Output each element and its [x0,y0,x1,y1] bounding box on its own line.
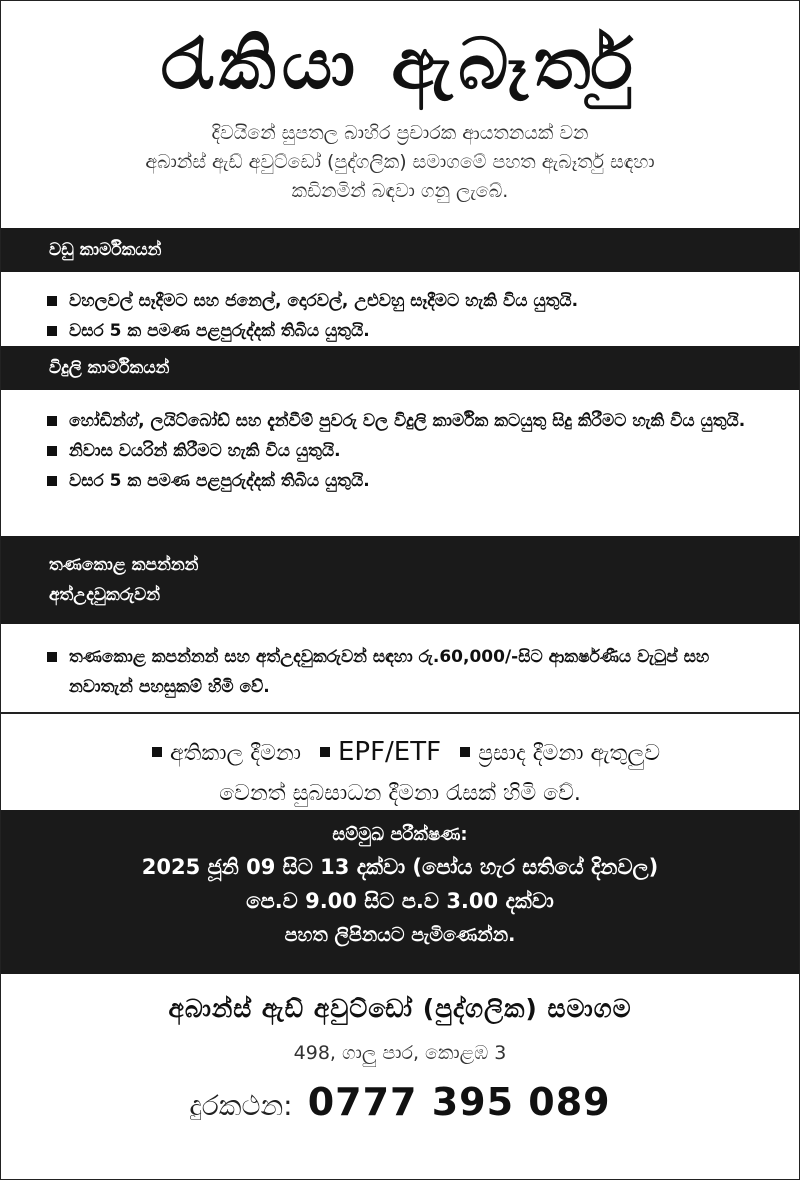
benefit-epf-etf: EPF/ETF [337,737,442,767]
list-item-text: නිවාස වයරින් කිරීමට හැකි විය යුතුයි. [69,441,341,461]
benefit-bonus: ප්‍රසාද දීමනා ඇතුලුව [478,741,661,766]
section-heading-grasscutters-helpers [1,536,799,624]
list-item [47,436,759,466]
section-heading-text: වඩු කාර්මිකයන් [49,240,162,260]
page-title: රැකියා ඇබෑර්තු [161,23,639,105]
intro-text [61,119,739,206]
interview-note: පහත ලිපිනයට පැමිණෙන්න. [284,924,516,946]
list-item [47,466,759,496]
interview-time: පෙ.ව 9.00 සිට ප.ව 3.00 දක්වා [246,889,554,913]
intro-line: කඩිනමින් බඳවා ගනු ලැබේ. [291,180,509,202]
benefits [1,714,799,810]
bullet-square-icon [47,446,57,456]
section-carpenters-requirements [1,272,799,346]
interview-dates: 2025 ජූනි 09 සිට 13 දක්වා (පෝය හැර සතියේ දිනවල) [141,855,659,879]
list-item [47,286,759,316]
section-heading-text: අත්උදවුකරුවන් [49,585,161,605]
interview-heading: සම්මුඛ පරීක්ෂණ: [332,824,468,845]
company-address: 498, ගාලු පාර, කොළඹ 3 [293,1042,507,1064]
list-item-text: හෝඩින්ග්, ලයිට්බෝඩ් සහ දැන්වීම් පුවරු වල විදුලි කාර්මික කටයුතු සිදු කිරීමට හැකි විය යුතුයි. [69,411,746,431]
bullet-square-icon [47,652,57,662]
benefits-line-2: වෙනත් සුබසාධන දීමනා රැසක් හිමි වේ. [219,781,581,806]
benefit-overtime: අතිකාල දීමනා [169,741,301,766]
section-grasscutters-details [1,624,799,714]
list-item [47,642,759,702]
intro-line: අබාන්ස් ඇඩ් අවුට්ඩෝ (පුද්ගලික) සමාගමේ පහත ඇබෑර්තු සඳහා [145,151,655,173]
bullet-square-icon [320,747,330,757]
list-item-text: තණකොළ කපන්නන් සහ අත්උදවුකරුවන් සඳහා රු.60,000/-සිට ආකර්ෂණීය වැටුප් සහ නවාතැන් පහසුකම් හිමි වේ. [69,647,710,697]
company-name: අබාන්ස් ඇඩ් අවුට්ඩෝ (පුද්ගලික) සමාගම [168,994,632,1023]
list-item-text: වහලවල් සෑදීමට සහ ජනෙල්, දොරවල්, උළුවහු සෑදීමට හැකි විය යුතුයි. [69,291,579,311]
section-heading-text: විදුලි කාර්මිකයන් [49,358,170,378]
benefits-line-1 [31,732,769,774]
intro-line: දිවයිනේ සුපතල බාහිර ප්‍රචාරක ආයතනයක් වන [211,122,589,144]
bullet-square-icon [47,476,57,486]
phone-label: දුරකථන: [189,1089,293,1122]
bullet-square-icon [47,326,57,336]
bullet-square-icon [47,296,57,306]
bullet-square-icon [460,747,470,757]
bullet-square-icon [47,416,57,426]
section-heading-electricians [1,346,799,390]
list-item [47,406,759,436]
list-item-text: වසර 5 ක පමණ පළපුරුද්දක් තිබිය යුතුයි. [69,321,370,341]
phone-number[interactable]: 0777 395 089 [307,1080,611,1124]
list-item [47,316,759,346]
bullet-square-icon [152,747,162,757]
phone-contact [1,1080,799,1124]
list-item-text: වසර 5 ක පමණ පළපුරුද්දක් තිබිය යුතුයි. [69,471,370,491]
section-electricians-requirements [1,390,799,536]
section-heading-carpenters [1,228,799,272]
section-heading-text: තණකොළ කපන්නන් [49,555,199,575]
interview-section [1,810,799,974]
